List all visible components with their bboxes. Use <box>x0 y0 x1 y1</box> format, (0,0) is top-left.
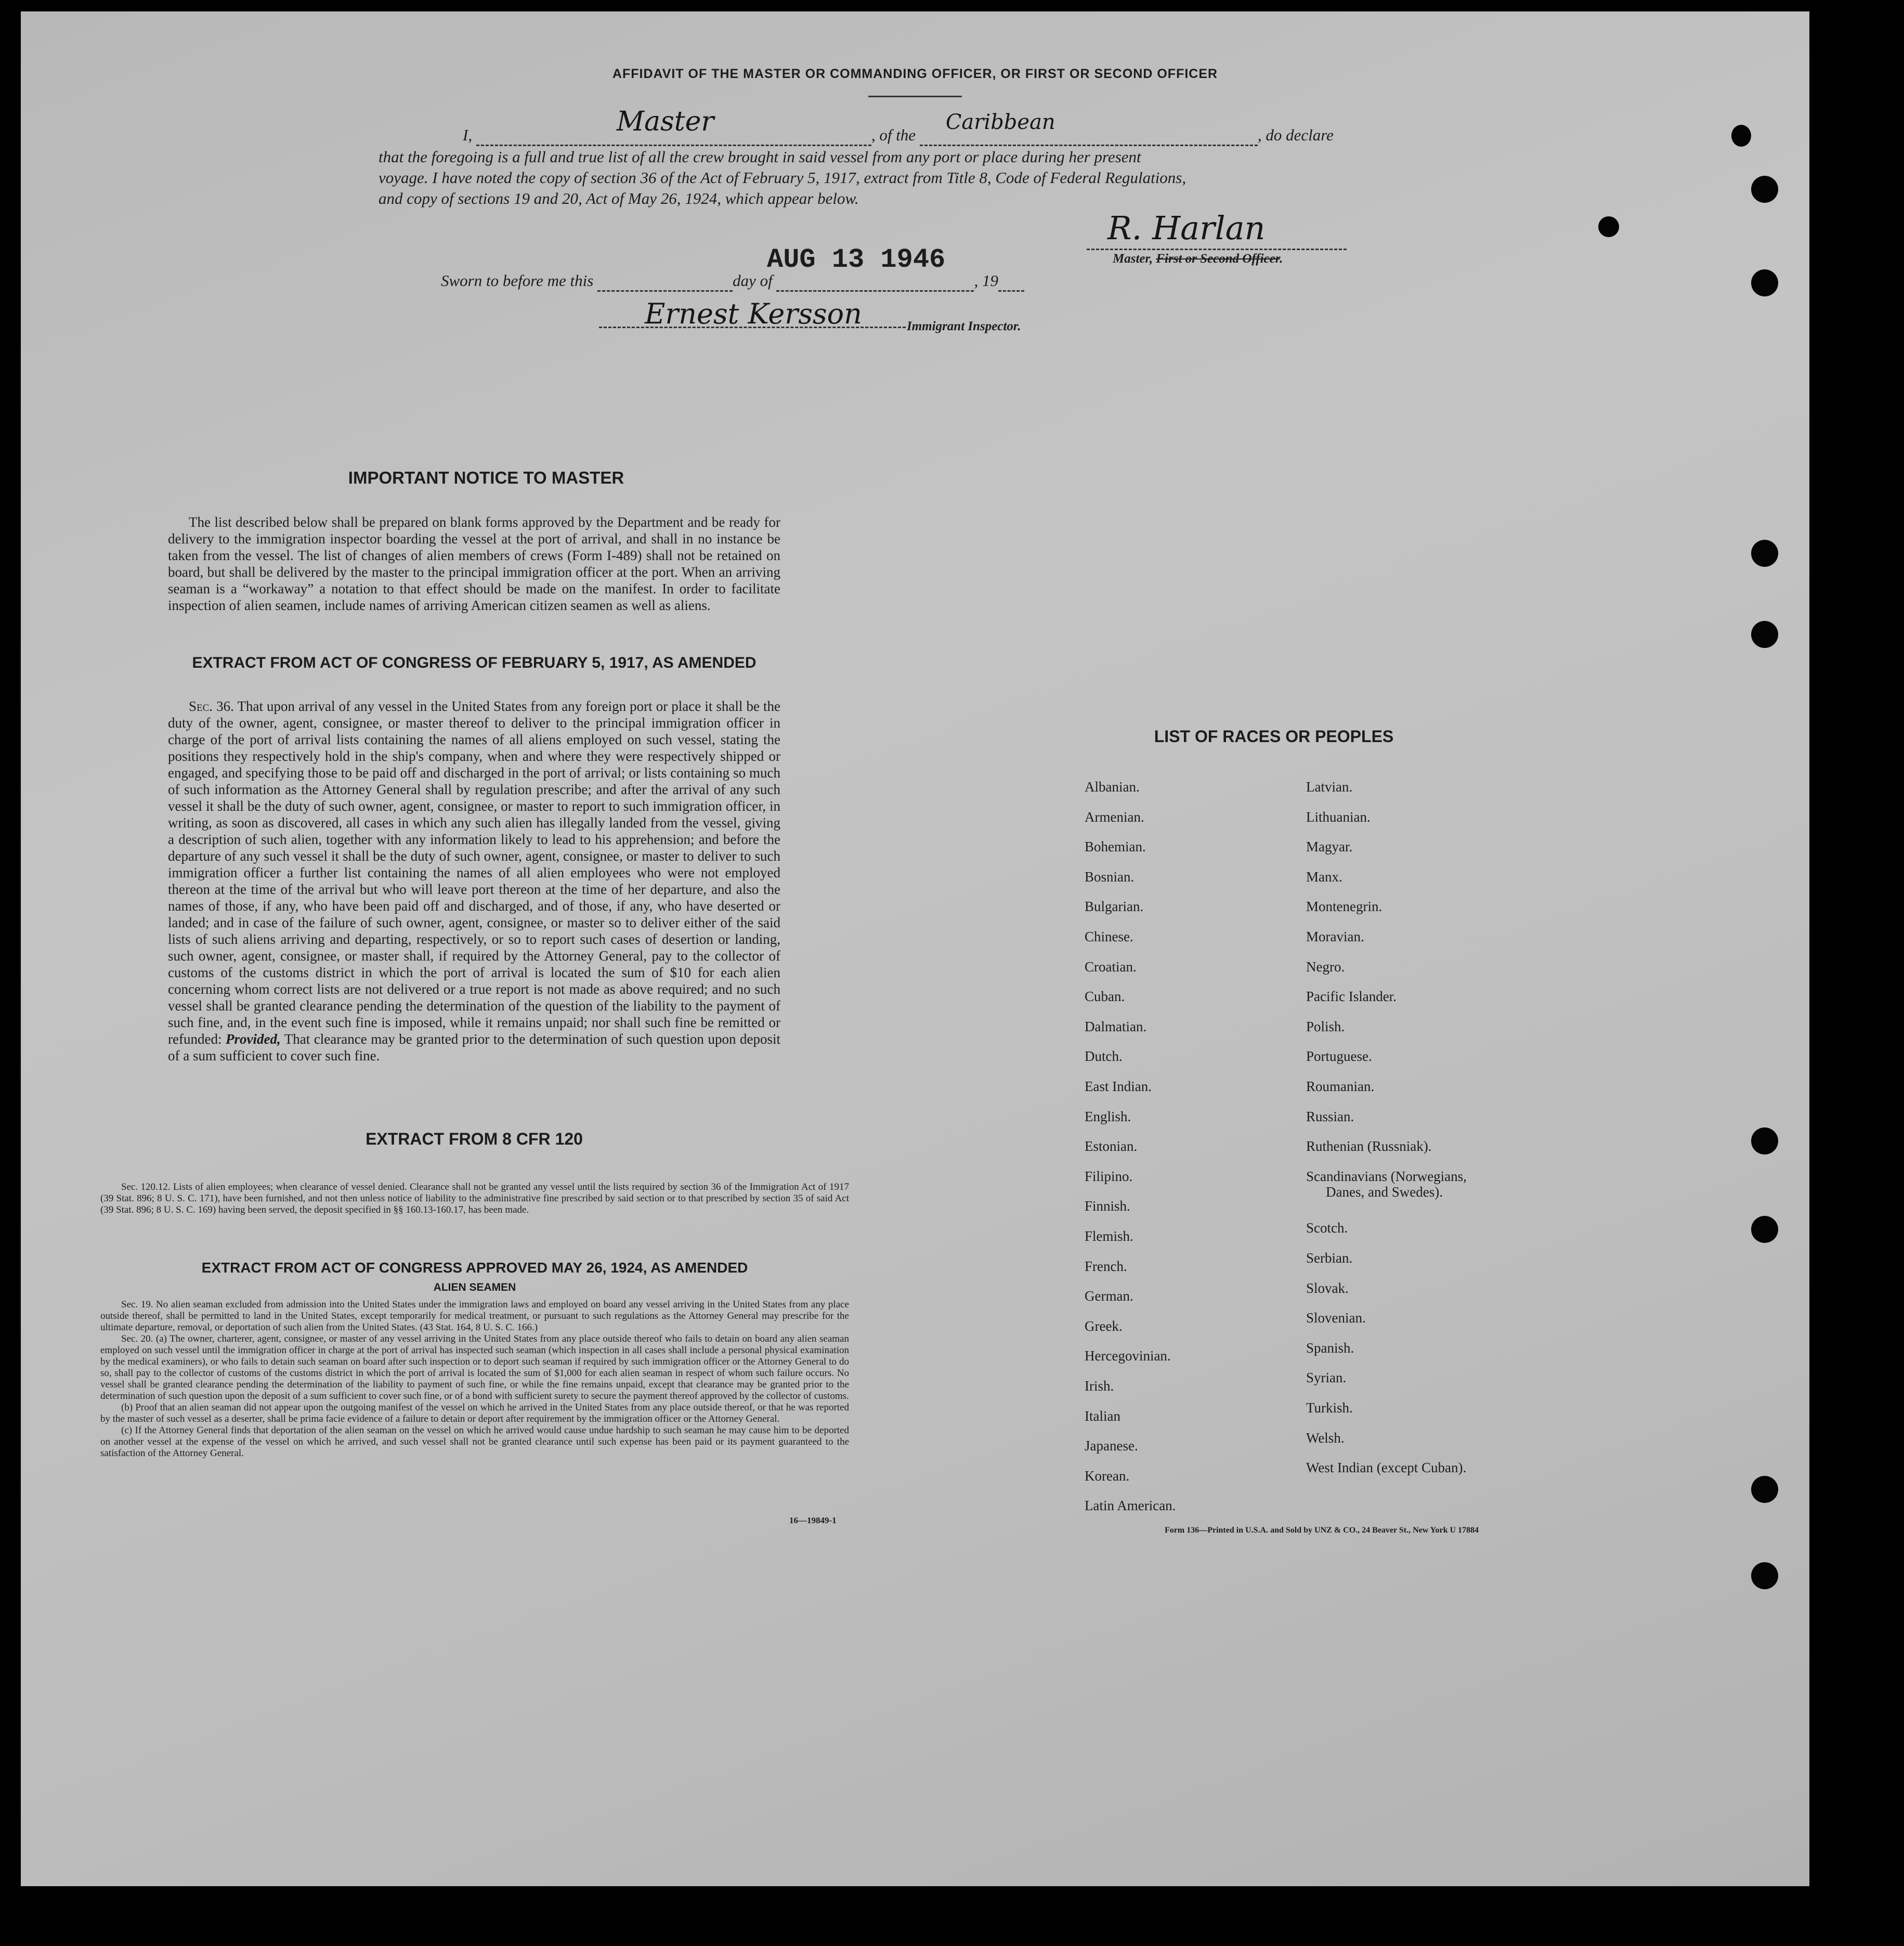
races-title: LIST OF RACES OR PEOPLES <box>1154 727 1394 746</box>
race-item: West Indian (except Cuban). <box>1306 1460 1467 1476</box>
inspector-signature: Ernest Kersson <box>645 297 862 330</box>
nineteen-label: , 19 <box>974 271 998 290</box>
race-item: Japanese. <box>1085 1438 1138 1454</box>
race-item: Roumanian. <box>1306 1079 1375 1094</box>
race-item: Welsh. <box>1306 1430 1345 1446</box>
sec-20b-text: (b) Proof that an alien seaman did not appear upon the outgoing manifest of the vessel on which he arrived in the United States from any place outside thereof, or that he was reported by the master of such vessel as a deserter, shall be prima facie evidence of a failure to detain or deport after requirement by the immigration officer or the Attorney General. <box>100 1402 849 1424</box>
race-item: Spanish. <box>1306 1340 1354 1356</box>
race-item: Finnish. <box>1085 1198 1130 1214</box>
race-item: Syrian. <box>1306 1370 1347 1386</box>
sworn-line <box>441 271 1024 292</box>
document-page <box>21 11 1809 1886</box>
sec-20a-text: Sec. 20. (a) The owner, charterer, agent, consignee, or master of any vessel arriving in the United States from any place outside thereof who fails to detain on board any alien seaman employed on such vessel until the immigration officer in charge at the port of arrival has inspected such seaman (which inspection in all cases shall include a personal physical examination by the medical examiners), or who fails to detain such seaman on board after such inspection or to deport such seaman if required by such immigration officer or the Attorney General to do so, shall pay to the collector of customs of the customs district in which the port of arrival is located the sum of $1,000 for each alien seaman in respect of whom such failure occurs. No vessel shall be granted clearance pending the determination of the liability to payment of such fine, or while the fine remains unpaid, except that clearance may be granted prior to the determination of such question upon the deposit of a sum sufficient to cover such fine, or of a bond with sufficient surety to secure the payment thereof approved by the collector of customs. <box>100 1333 849 1402</box>
race-item: Bulgarian. <box>1085 899 1144 915</box>
race-item: Scotch. <box>1306 1220 1348 1236</box>
extract-cfr-text: Sec. 120.12. Lists of alien employees; when clearance of vessel denied. Clearance shall not be granted any vessel until the lists required by section 36 of the Immigration Act of 1917 (39 Stat. 896; 8 U. S. C. 171), have been furnished, and not then unless notice of liability to the administrative fine prescribed by said section or to that prescribed by section 35 of said Act (39 Stat. 896; 8 U. S. C. 169) having been served, the deposit specified in §§ 160.13-160.17, has been made. <box>100 1182 849 1215</box>
race-item: Armenian. <box>1085 809 1144 825</box>
date-stamp: AUG 13 1946 <box>767 244 946 275</box>
master-caption: Master, First or Second Officer. <box>1113 252 1283 266</box>
race-item: English. <box>1085 1108 1131 1124</box>
race-item: Dalmatian. <box>1085 1018 1147 1034</box>
race-item: Chinese. <box>1085 929 1133 944</box>
punch-hole <box>1751 176 1778 203</box>
race-item: Irish. <box>1085 1378 1114 1394</box>
race-item: Manx. <box>1306 868 1342 885</box>
punch-hole <box>1751 1476 1778 1503</box>
race-item: Danes, and Swedes). <box>1326 1184 1443 1200</box>
sec-36-text: That upon arrival of any vessel in the United States from any foreign port or place it shall be the duty of the owner, agent, consignee, or master thereof to deliver to the principal immigration officer in charge of the port of arrival lists containing the names of all aliens employed on such vessel, stating the positions they respectively hold in the ship's company, when and where they were respectively shipped or engaged, and specifying those to be paid off and discharged in the port of arrival; or lists containing so much of such information as the Attorney General shall by regulation prescribe; and after the arrival of any such vessel it shall be the duty of such owner, agent, consignee, or master to report to such immigration officer, in writing, as soon as discovered, all cases in which any such alien has illegally landed from the vessel, giving a description of such alien, together with any information likely to lead to his apprehension; and before the departure of any such vessel it shall be the duty of such owner, agent, consignee, or master to deliver to such immigration officer a further list containing the names of all alien employees who were not employed thereon at the time of the arrival but who will leave port thereon at the time of her departure, and also the names of those, if any, who have been paid off and discharged, and of those, if any, who have deserted or landed; and in case of the failure of such owner, agent, consignee, or master so to deliver either of the said lists of such aliens arriving and departing, respectively, or so to report such cases of desertion or landing, such owner, agent, consignee, or master shall, if required by the Attorney General, pay to the collector of customs of the customs district in which the port of arrival is located the sum of $10 for each alien concerning whom correct lists are not delivered or a true report is not made as above required; and no such vessel shall be granted clearance pending the determination of the question of the liability to the payment of such fine, and, in the event such fine is imposed, while it remains unpaid; nor shall such fine be remitted or refunded: <box>168 698 781 1047</box>
extract-cfr-title: EXTRACT FROM 8 CFR 120 <box>366 1130 583 1148</box>
punch-hole <box>1751 540 1778 567</box>
punch-hole <box>1731 125 1751 147</box>
notice-title: IMPORTANT NOTICE TO MASTER <box>348 468 624 487</box>
race-item: Serbian. <box>1306 1250 1353 1266</box>
race-item: Cuban. <box>1085 989 1125 1005</box>
race-item: French. <box>1085 1258 1127 1274</box>
race-item: Magyar. <box>1306 839 1353 855</box>
race-item: Slovenian. <box>1306 1310 1366 1326</box>
race-item: Latin American. <box>1085 1498 1176 1514</box>
form-number: 16—19849-1 <box>789 1515 837 1525</box>
of-the-label: , of the <box>871 126 916 144</box>
day-of-label: day of <box>733 271 773 290</box>
punch-hole <box>1751 1562 1778 1589</box>
race-item: Filipino. <box>1085 1168 1133 1184</box>
race-item: Italian <box>1085 1408 1120 1424</box>
punch-hole <box>1751 1127 1778 1154</box>
master-signature-line <box>1087 249 1347 250</box>
punch-hole <box>1751 1216 1778 1243</box>
race-item: Bosnian. <box>1085 868 1134 885</box>
form-footer-note: Form 136—Printed in U.S.A. and Sold by UNZ & CO., 24 Beaver St., New York U 17884 <box>1165 1526 1479 1535</box>
inspector-signature-line <box>599 327 906 328</box>
race-item: Montenegrin. <box>1306 899 1383 915</box>
race-item: Portuguese. <box>1306 1048 1372 1065</box>
title-rule <box>868 96 962 97</box>
sec-19-text: Sec. 19. No alien seaman excluded from admission into the United States under the immigration laws and employed on board any vessel arriving in the United States from any place outside thereof, shall be permitted to land in the United States, except temporarily for medical treatment, or pursuant to such regulations as the Attorney General may prescribe for the ultimate departure, removal, or deportation of such alien from the United States. (43 Stat. 164, 8 U. S. C. 166.) <box>100 1299 849 1333</box>
race-item: German. <box>1085 1288 1133 1304</box>
race-item: Hercegovinian. <box>1085 1348 1171 1364</box>
i-value: Master <box>616 106 714 137</box>
i-field <box>476 106 871 146</box>
sec-36-text-b: That clearance may be granted prior to the determination of such question upon deposit of a sum sufficient to cover such fine. <box>168 1031 781 1063</box>
race-item: Pacific Islander. <box>1306 989 1397 1005</box>
affidavit-body-3: and copy of sections 19 and 20, Act of May 26, 1924, which appear below. <box>379 189 859 207</box>
extract-1917-title: EXTRACT FROM ACT OF CONGRESS OF FEBRUARY 5, 1917, AS AMENDED <box>192 654 757 671</box>
race-item: Russian. <box>1306 1108 1354 1124</box>
race-item: Ruthenian (Russniak). <box>1306 1138 1432 1154</box>
vessel-field <box>920 110 1258 146</box>
race-item: Croatian. <box>1085 958 1137 975</box>
inspector-caption: Immigrant Inspector. <box>907 319 1021 333</box>
race-item: Korean. <box>1085 1468 1130 1484</box>
race-item: Bohemian. <box>1085 839 1146 855</box>
sworn-day-field <box>597 271 733 292</box>
notice-text: The list described below shall be prepared on blank forms approved by the Department and be ready for delivery to the immigration inspector boarding the vessel at the port of arrival, and shall in no instance be taken from the vessel. The list of changes of alien members of crews (Form I-489) shall not be retained on board, but shall be delivered by the master to the principal immigration officer at the port. When an arriving seaman is a “workaway” a notation to that effect should be made on the manifest. In order to facilitate inspection of alien seamen, include names of arriving American citizen seamen as well as aliens. <box>168 514 780 613</box>
sworn-label: Sworn to before me this <box>441 271 594 290</box>
race-item: Latvian. <box>1306 779 1353 795</box>
provided-label: Provided, <box>226 1031 281 1047</box>
race-item: Slovak. <box>1306 1280 1349 1296</box>
extract-1924-body <box>100 1299 849 1459</box>
extract-1924-subtitle: ALIEN SEAMEN <box>433 1281 516 1293</box>
race-item: Greek. <box>1085 1318 1123 1334</box>
i-label: I, <box>463 126 473 144</box>
master-signature: R. Harlan <box>1107 209 1266 247</box>
punch-hole <box>1751 269 1778 296</box>
extract-1924-title: EXTRACT FROM ACT OF CONGRESS APPROVED MAY 26, 1924, AS AMENDED <box>201 1260 748 1276</box>
race-item: Polish. <box>1306 1018 1345 1034</box>
affidavit-declare-line <box>463 106 1399 146</box>
vessel-value: Caribbean <box>945 110 1055 134</box>
affidavit-body-2: voyage. I have noted the copy of section 36 of the Act of February 5, 1917, extract from Title 8, Code of Federal Regulations, <box>379 168 1186 187</box>
master-caption-label: Master, <box>1113 252 1153 266</box>
race-item: Estonian. <box>1085 1138 1138 1154</box>
sworn-month-field <box>776 271 974 292</box>
extract-1917-text <box>168 698 780 1064</box>
race-item: Albanian. <box>1085 779 1140 795</box>
race-item: Lithuanian. <box>1306 809 1371 825</box>
race-item: Flemish. <box>1085 1228 1133 1244</box>
punch-hole <box>1598 216 1619 237</box>
affidavit-body-1: that the foregoing is a full and true list of all the crew brought in said vessel from any port or place during her present <box>379 148 1141 166</box>
race-item: Negro. <box>1306 958 1345 975</box>
race-item: Moravian. <box>1306 929 1364 944</box>
sworn-year-field <box>998 271 1024 292</box>
affidavit-title: AFFIDAVIT OF THE MASTER OR COMMANDING OFFICER, OR FIRST OR SECOND OFFICER <box>612 67 1218 81</box>
race-item: Scandinavians (Norwegians, <box>1306 1168 1467 1184</box>
sec-36-label: Sec. 36. <box>189 698 234 714</box>
master-caption-struck: First or Second Officer <box>1156 252 1280 266</box>
race-item: East Indian. <box>1085 1079 1152 1094</box>
race-item: Dutch. <box>1085 1048 1123 1065</box>
race-item: Turkish. <box>1306 1400 1353 1416</box>
sec-20c-text: (c) If the Attorney General finds that deportation of the alien seaman on the vessel on which he arrived would cause undue hardship to such seaman he may cause him to be deported on another vessel at the expense of the vessel on which he arrived, and such vessel shall not be granted clearance until such expense has been paid or its payment guaranteed to the satisfaction of the Attorney General. <box>100 1425 849 1459</box>
do-declare-label: , do declare <box>1257 126 1334 144</box>
punch-hole <box>1751 621 1778 648</box>
